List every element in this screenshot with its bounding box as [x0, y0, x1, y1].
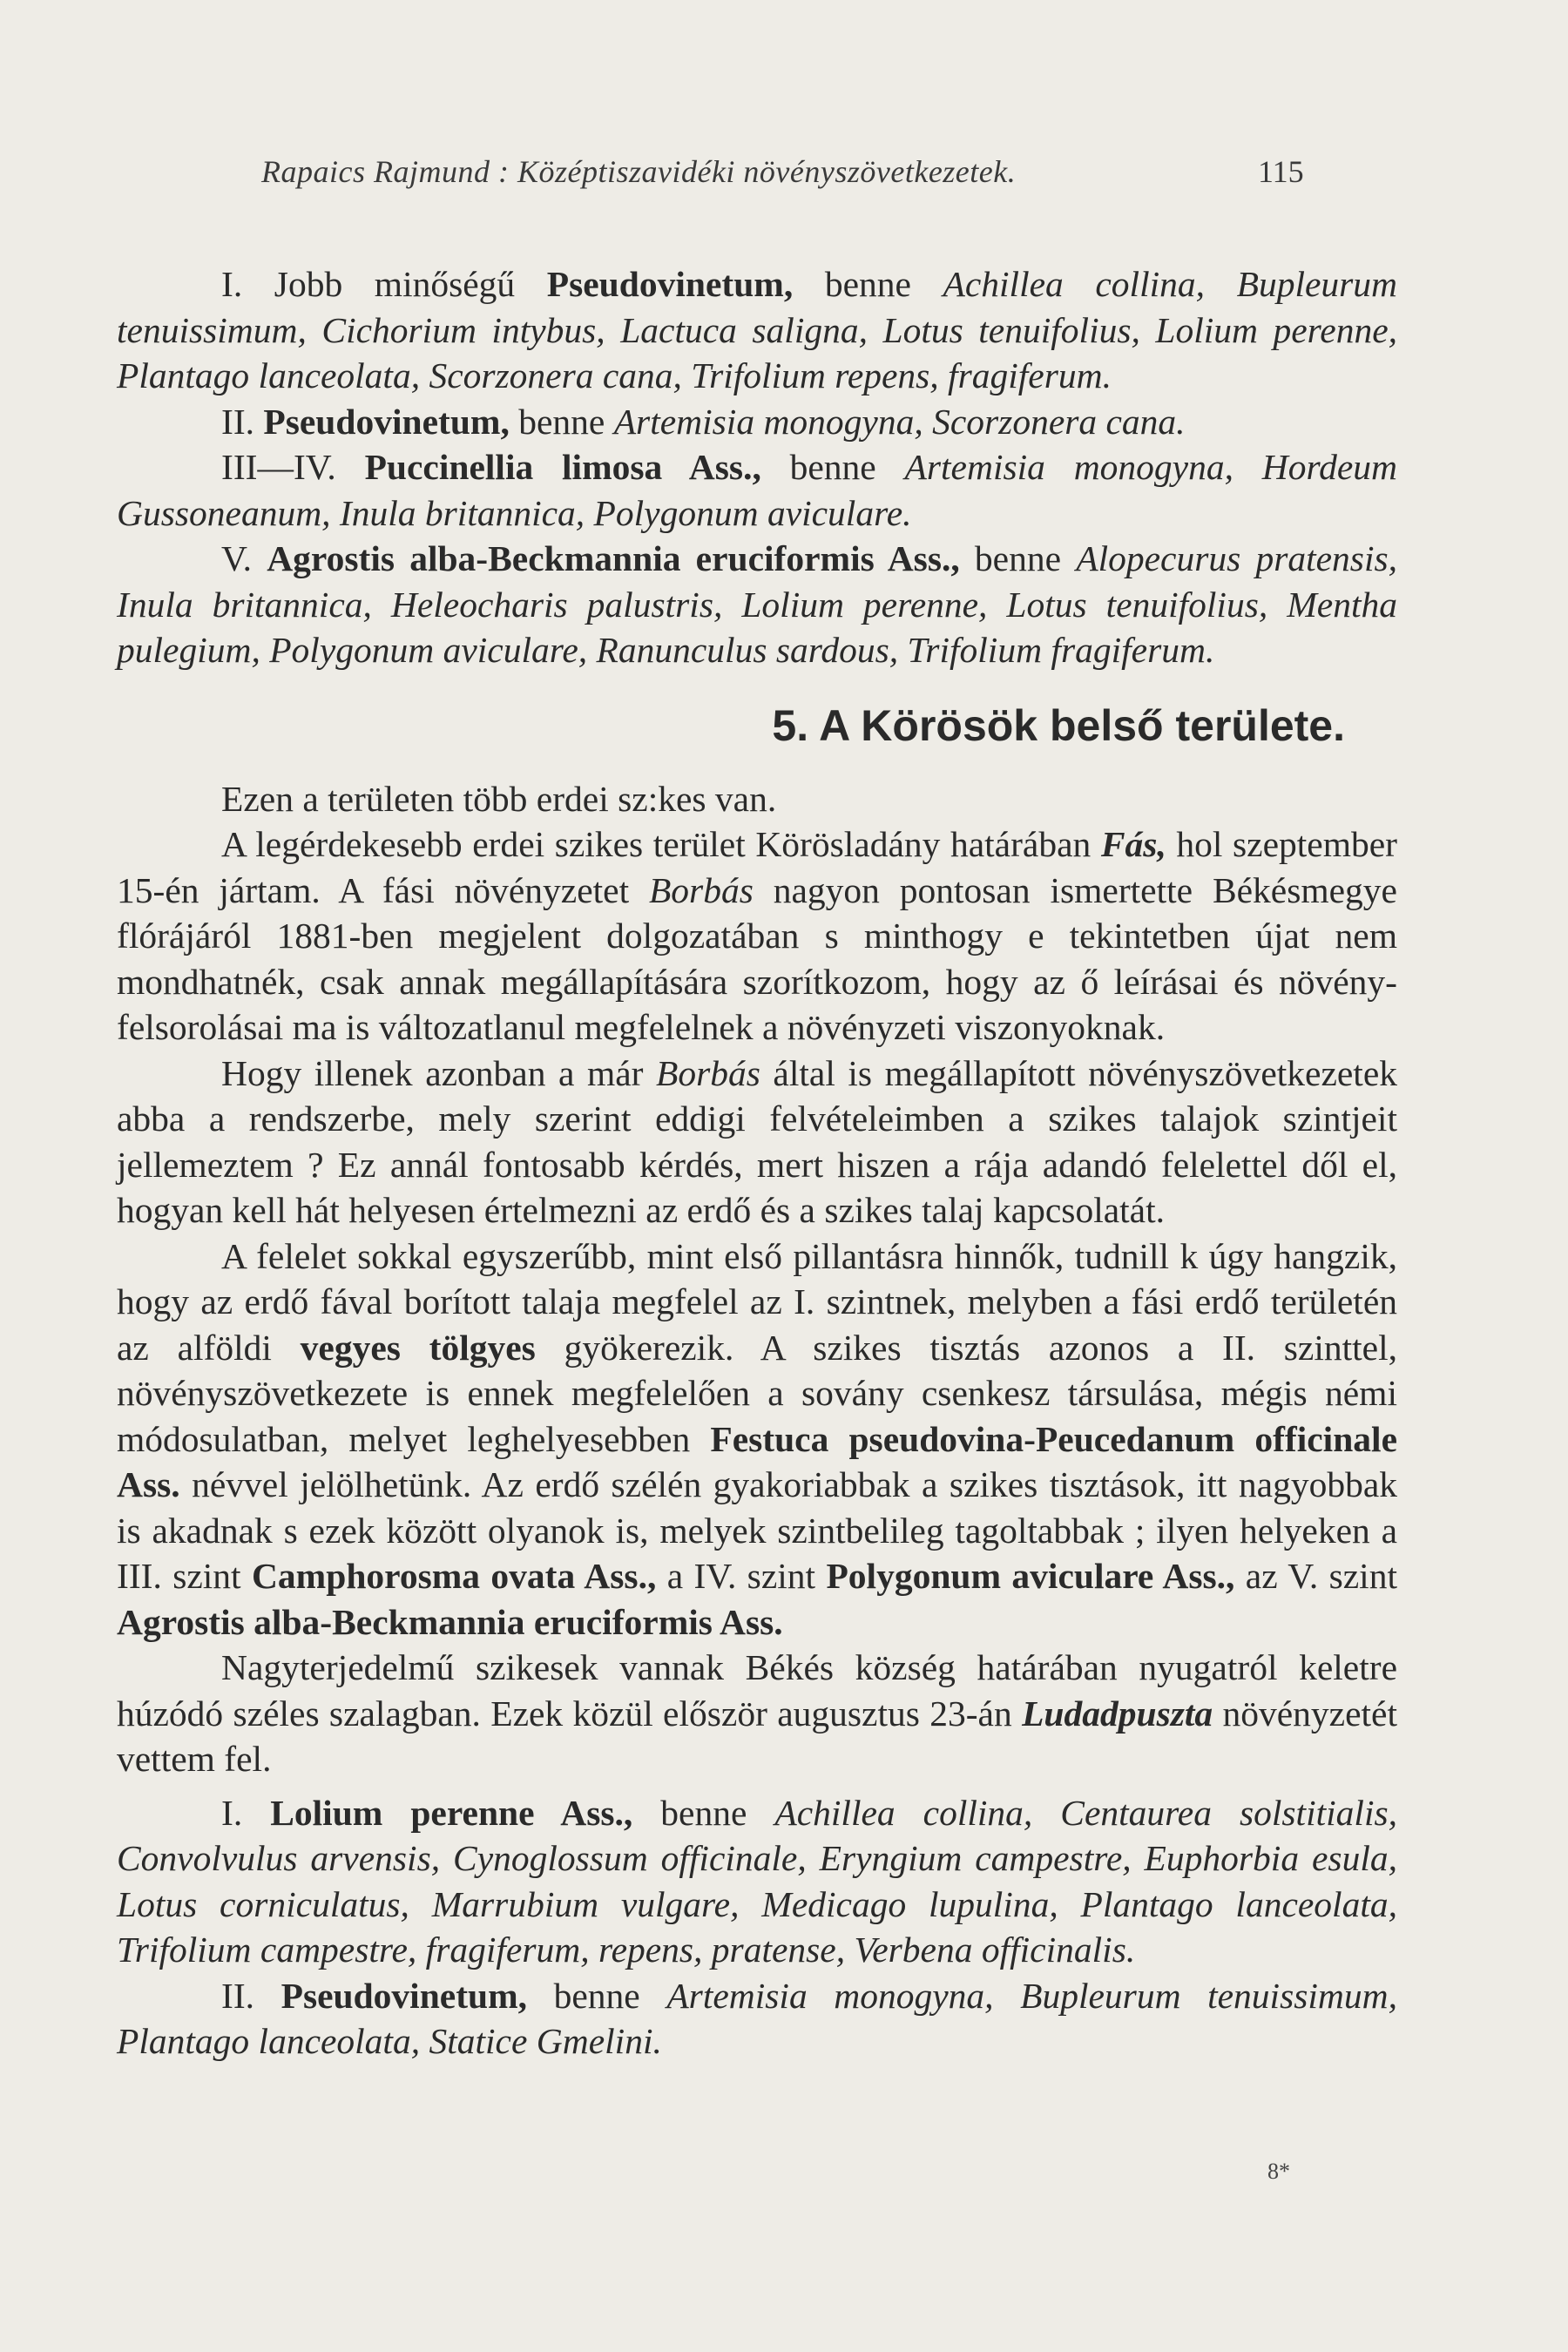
section-title: 5. A Körösök belső területe. [772, 700, 1345, 750]
page-number: 115 [1258, 154, 1304, 189]
signature-mark: 8* [1267, 2159, 1290, 2184]
paragraph-1: Ezen a területen több erdei sz:kes van. [221, 778, 777, 819]
paragraph-5: Nagyterjedelmű szikesek vannak Békés község határában nyugatról keletre húzódó széles szalagban. Ezek közül először augusztus 23-án Ludadpuszta növényzetét vettem fel. [117, 1647, 1397, 1779]
paragraph-3: Hogy illenek azonban a már Borbás által is megállapított növényszövetkezetek abba a rendszerbe, mely szerint eddigi felvételeimben a szikes talajok szintjeit jellemeztem ? Ez annál fontosabb kérdés, mert hiszen a rája adandó felelettel dől el, hogyan kell hát helyesen értelmezni az erdő és a szikes talaj kapcsolatát. [117, 1052, 1397, 1230]
running-header: Rapaics Rajmund : Középtiszavidéki növényszövetkezetek. [261, 154, 1017, 189]
paragraph-2: A legérdekesebb erdei szikes terület Körösladány határában Fás, hol szeptember 15-én jártam. A fási növényzetet Borbás nagyon pontosan ismertette Békésmegye flórájáról 1881-ben megjelent dolgozatában s minthogy e tekintetben újat nem mondhatnék, csak annak megállapítására szorítkozom, hogy az ő leírásai és növény-felsorolásai ma is változatlanul megfelelnek a növényzeti viszonyoknak. [117, 824, 1397, 1047]
list-item-1-v: V. Agrostis alba-Beckmannia eruciformis Ass., benne Alopecurus pratensis, Inula britannica, Heleocharis palustris, Lolium perenne, Lotus tenuifolius, Mentha pulegium, Polygonum aviculare, Ranunculus sardous, Trifolium fragiferum. [117, 538, 1398, 670]
list-item-1-i: I. Jobb minőségű Pseudovinetum, benne Achillea collina, Bupleurum tenuissimum, Cichorium intybus, Lactuca saligna, Lotus tenuifolius, Lolium perenne, Plantago lanceolata, Scorzonera cana, Trifolium repens, fragiferum. [117, 264, 1398, 395]
list-item-1-ii: II. Pseudovinetum, benne Artemisia monogyna, Scorzonera cana. [221, 401, 1186, 442]
paragraph-4: A felelet sokkal egyszerűbb, mint első pillantásra hinnők, tudnill k úgy hangzik, hogy az erdő fával borított talaja megfelel az I. szintnek, melyben a fási erdő területén az alföldi vegyes tölgyes gyökerezik. A szikes tisztás azonos a II. szinttel, növényszövetkezete is ennek megfelelően a sovány csenkesz társulása, mégis némi módosulatban, melyet leghelyesebben Festuca pseudovina-Peucedanum officinale Ass. névvel jelölhetünk. Az erdő szélén gyakoriabbak a szikes tisztások, itt nagyobbak is akadnak s ezek között olyanok is, melyek szintbelileg tagoltabbak ; ilyen helyeken a III. szint Camphorosma ovata Ass., a IV. szint Polygonum aviculare Ass., az V. szint Agrostis alba-Beckmannia eruciformis Ass. [117, 1235, 1398, 1642]
list-item-2-i: I. Lolium perenne Ass., benne Achillea collina, Centaurea solstitialis, Convolvulus arvensis, Cynoglossum officinale, Eryngium campestre, Euphorbia esula, Lotus corniculatus, Marrubium vulgare, Medicago lupulina, Plantago lanceolata, Trifolium campestre, fragiferum, repens, pratense, Verbena officinalis. [117, 1792, 1398, 1970]
list-item-1-iii: III—IV. Puccinellia limosa Ass., benne Artemisia monogyna, Hordeum Gussoneanum, Inula britannica, Polygonum aviculare. [117, 447, 1397, 533]
list-item-2-ii: II. Pseudovinetum, benne Artemisia monogyna, Bupleurum tenuissimum, Plantago lanceolata, Statice Gmelini. [117, 1975, 1397, 2061]
body-text [117, 261, 1397, 2065]
